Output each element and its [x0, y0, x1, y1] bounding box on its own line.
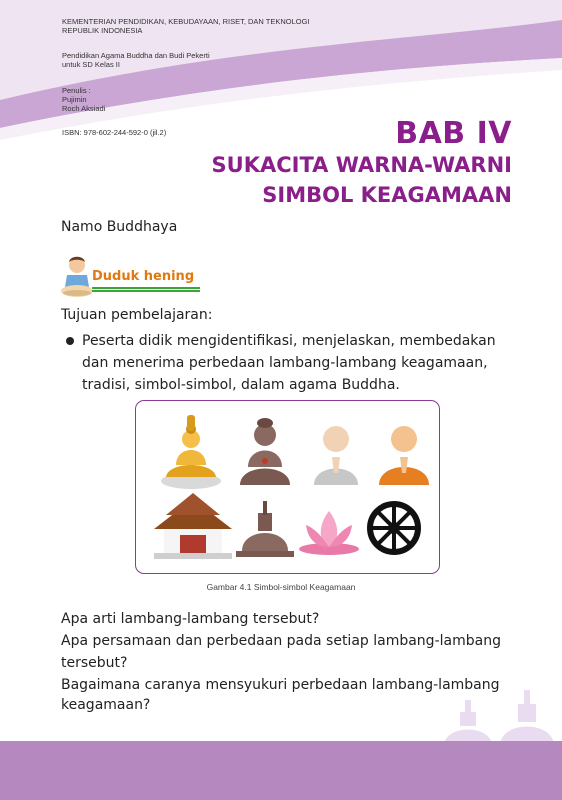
lotus-flower-icon: [299, 511, 359, 555]
author-name: Roch Aksiadi: [62, 104, 106, 113]
vihara-temple-icon: [154, 493, 232, 559]
question-3-line2: keagamaan?: [61, 697, 151, 713]
dharma-wheel-icon: [370, 504, 418, 552]
stupa-decoration-icon: [436, 664, 562, 746]
meditation-label: Duduk hening: [92, 269, 195, 284]
meditation-underline: [92, 287, 200, 289]
greeting: Namo Buddhaya: [61, 219, 178, 235]
authors-block: [62, 86, 105, 113]
ministry-name: KEMENTERIAN PENDIDIKAN, KEBUDAYAAN, RISET, DAN TEKNOLOGI: [62, 17, 310, 26]
author-name: Pujimin: [62, 95, 87, 104]
objectives-heading: Tujuan pembelajaran:: [61, 307, 213, 323]
meditation-section: [62, 253, 202, 299]
authors-label: Penulis :: [62, 86, 91, 95]
question-3-line1: Bagaimana caranya mensyukuri perbedaan lambang-lambang: [61, 677, 500, 693]
golden-buddha-statue-icon: [161, 415, 221, 489]
figure-caption: Gambar 4.1 Simbol-simbol Keagamaan: [206, 582, 356, 592]
subject-block: [62, 51, 210, 69]
praying-monk-icon: [314, 426, 358, 485]
monk-in-orange-robe-icon: [379, 426, 429, 485]
chapter-number: BAB IV: [395, 116, 512, 151]
bullet-icon: [66, 337, 74, 345]
stupa-icon: [236, 501, 294, 557]
footer-band: [0, 741, 562, 800]
chapter-title-line2: SIMBOL KEAGAMAAN: [262, 183, 512, 207]
chapter-title-line1: SUKACITA WARNA-WARNI: [211, 153, 512, 177]
meditation-underline: [92, 290, 200, 292]
publisher-block: [62, 17, 310, 35]
grade-label: untuk SD Kelas II: [62, 60, 120, 69]
subject-name: Pendidikan Agama Buddha dan Budi Pekerti: [62, 51, 210, 60]
bronze-buddha-statue-icon: [240, 418, 290, 485]
objective-text: Peserta didik mengidentifikasi, menjelaskan, membedakan dan menerima perbedaan lambang-lambang keagamaan, tradisi, simbol-simbol, dalam agama Buddha.: [82, 333, 496, 393]
isbn: ISBN: 978-602-244-592-0 (jil.2): [62, 128, 167, 137]
question-2-line1: Apa persamaan dan perbedaan pada setiap lambang-lambang: [61, 633, 501, 649]
figure-religious-symbols: [135, 400, 440, 574]
question-1: Apa arti lambang-lambang tersebut?: [61, 611, 320, 627]
country-name: REPUBLIK INDONESIA: [62, 26, 143, 35]
question-2-line2: tersebut?: [61, 655, 128, 671]
